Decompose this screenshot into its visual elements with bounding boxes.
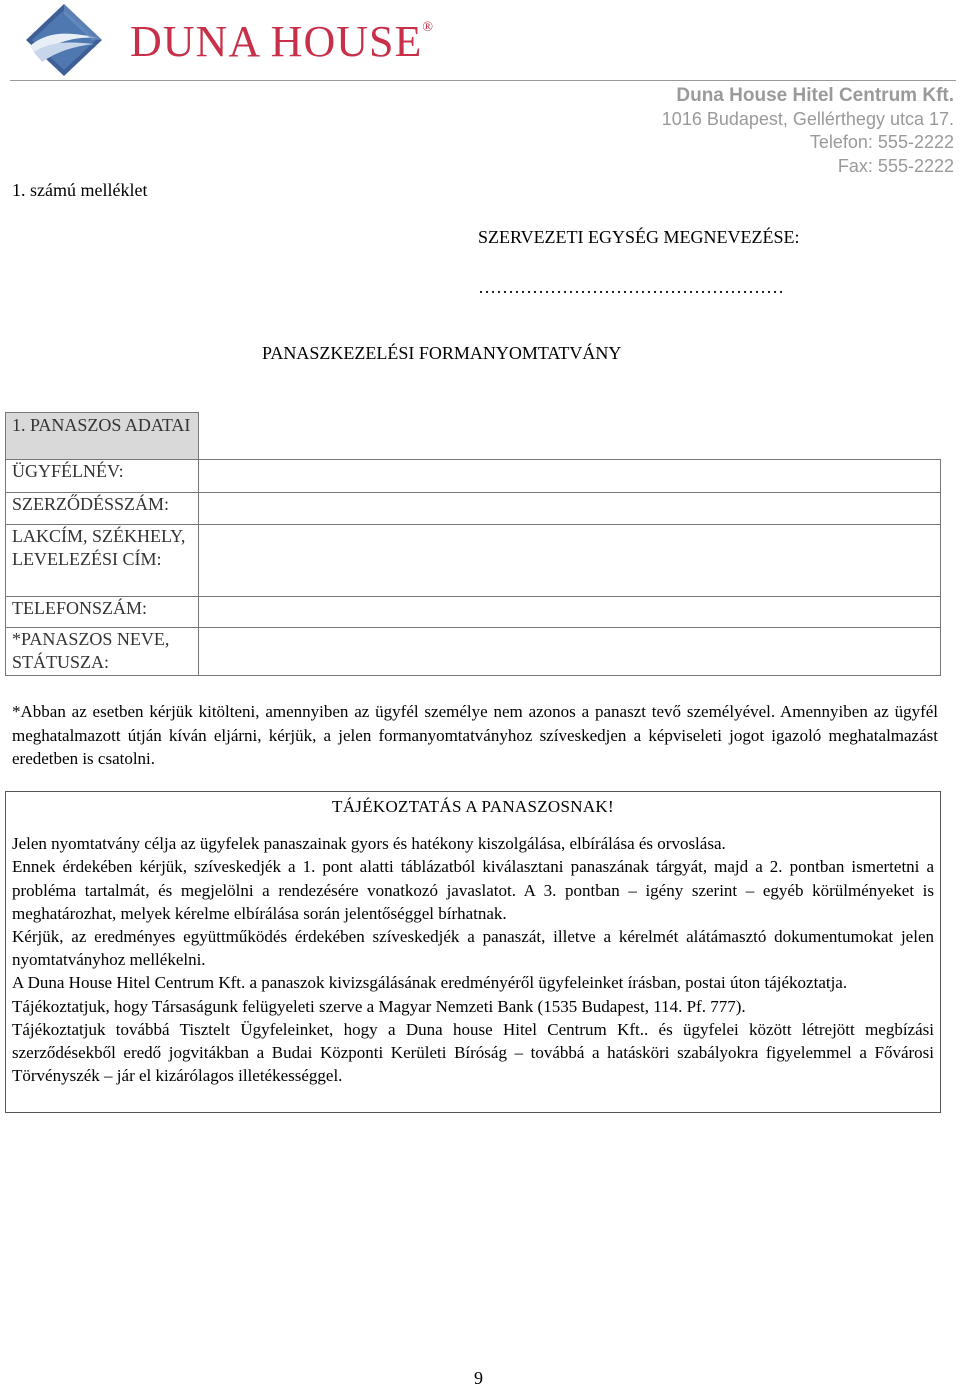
section-title: 1. PANASZOS ADATAI <box>6 413 199 460</box>
form-title: PANASZKEZELÉSI FORMANYOMTATVÁNY <box>262 343 622 363</box>
info-paragraph: Ennek érdekében kérjük, szíveskedjék a 1. pont alatti táblázatból kiválasztani panaszának tárgyát, majd a 2. pontban ismertetni a probléma tartalmát, és megjelölni a rendezésére vonatkozó javaslatot. A 3. pontban – igény szerint – egyéb körülményeket is meghatározhat, melyek kérelme elbírálása során jelentőséggel bírhatnak. <box>12 857 934 923</box>
info-paragraph: Tájékoztatjuk továbbá Tisztelt Ügyfeleinket, hogy a Duna house Hitel Centrum Kft.. és ügyfelei között létrejött megbízási szerződésekből eredő jogvitákban a Budai Központi Kerületi Bíróság – továbbá a hatásköri szabályokra figyelemmel a Fővárosi Törvényszék – jár el kizárólagos illetékességgel. <box>12 1019 934 1086</box>
info-paragraph: Tájékoztatjuk, hogy Társaságunk felügyeleti szerve a Magyar Nemzeti Bank (1535 Budapest, 114. Pf. 777). <box>12 996 746 1016</box>
phone-field[interactable] <box>199 597 941 628</box>
company-fax: Fax: 555-2222 <box>837 155 954 176</box>
info-paragraph: Jelen nyomtatvány célja az ügyfelek panaszainak gyors és hatékony kiszolgálása, elbírálása és orvoslása. <box>12 834 726 854</box>
info-title: TÁJÉKOZTATÁS A PANASZOSNAK! <box>332 797 614 816</box>
client-data-table <box>5 412 941 676</box>
contract-number-field[interactable] <box>199 493 941 525</box>
row-label-client-name: ÜGYFÉLNÉV: <box>6 460 199 493</box>
logo-text: DUNA HOUSE® <box>130 17 434 66</box>
footnote: *Abban az esetben kérjük kitölteni, amennyiben az ügyfél személye nem azonos a panaszt tevő személyével. Amennyiben az ügyfél meghatalmazott útján kíván eljárni, kérjük, a jelen formanyomtatványhoz szíveskedjen a képviseleti jogot igazoló meghatalmazást eredetben is csatolni. <box>12 702 938 768</box>
info-box <box>5 791 941 1113</box>
duna-house-logo <box>22 2 442 78</box>
page-number: 9 <box>474 1368 483 1388</box>
logo-emblem-icon <box>22 2 106 78</box>
info-paragraph: A Duna House Hitel Centrum Kft. a panaszok kivizsgálásának eredményéről ügyfeleinket írásban, postai úton tájékoztatja. <box>12 973 848 993</box>
annex-label: 1. számú melléklet <box>12 180 148 200</box>
company-address: 1016 Budapest, Gellérthegy utca 17. <box>661 108 954 129</box>
info-paragraph: Kérjük, az eredményes együttműködés érdekében szíveskedjék a panaszát, illetve a kérelmét alátámasztó dokumentumokat jelen nyomtatványhoz mellékelni. <box>12 927 934 970</box>
header-divider <box>10 80 956 81</box>
complainant-field[interactable] <box>199 628 941 676</box>
row-label-phone: TELEFONSZÁM: <box>6 597 199 628</box>
client-name-field[interactable] <box>199 460 941 493</box>
row-label-address: LAKCÍM, SZÉKHELY, LEVELEZÉSI CÍM: <box>6 525 199 597</box>
company-phone: Telefon: 555-2222 <box>809 132 954 152</box>
company-info <box>662 84 954 178</box>
row-label-contract-number: SZERZŐDÉSSZÁM: <box>6 493 199 525</box>
unit-label: SZERVEZETI EGYSÉG MEGNEVEZÉSE: <box>478 227 800 247</box>
address-field[interactable] <box>199 525 941 597</box>
company-name: Duna House Hitel Centrum Kft. <box>676 85 954 106</box>
unit-name-field[interactable]: …………………………………………… <box>478 277 784 297</box>
row-label-complainant: *PANASZOS NEVE, STÁTUSZA: <box>6 628 199 676</box>
